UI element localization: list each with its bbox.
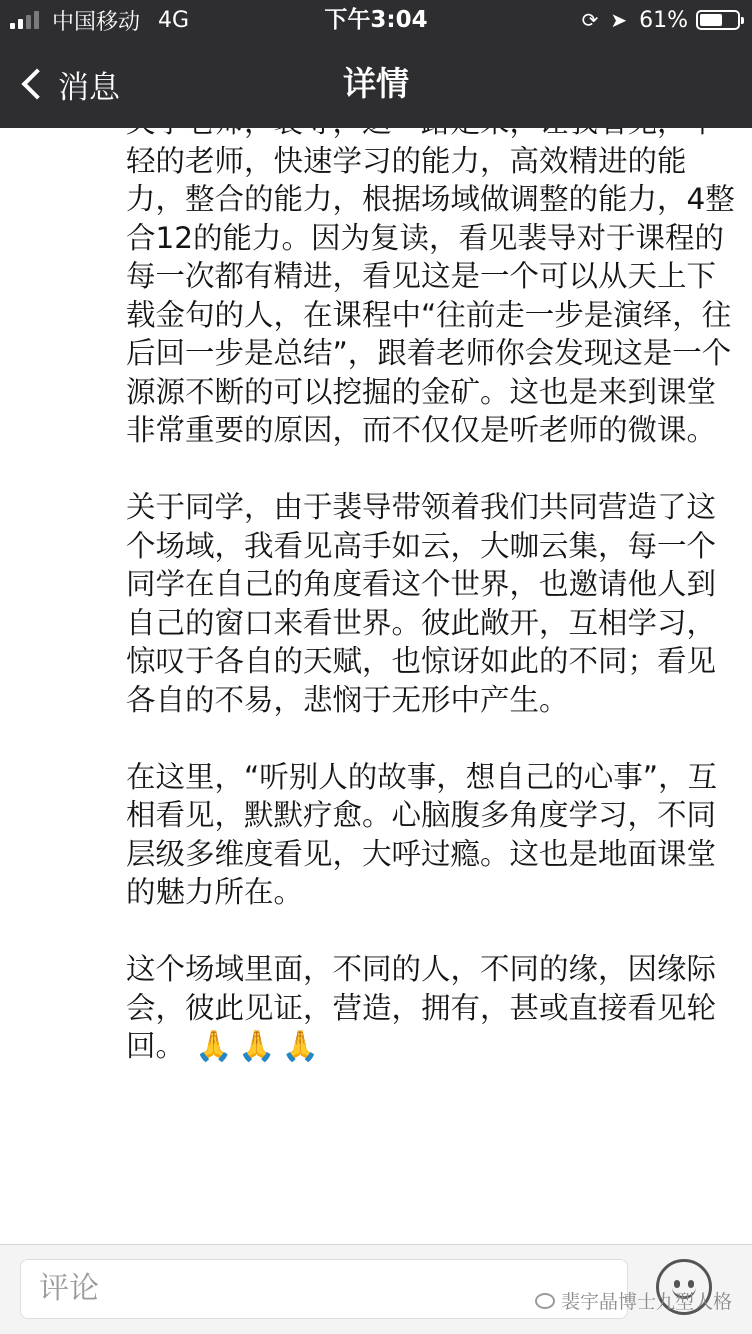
battery-icon [696, 10, 740, 30]
header [0, 0, 752, 128]
emoji-group [195, 1028, 325, 1067]
watermark [535, 1287, 732, 1314]
nav-bar [0, 40, 752, 128]
paragraph-text: 这个场域里面，不同的人，不同的缘，因缘际会，彼此见证，营造，拥有，甚或直接看见轮回。 [126, 952, 717, 1063]
comment-input[interactable]: 评论 [20, 1259, 628, 1319]
paragraph: 轻的老师，快速学习的能力，高效精进的能力，整合的能力，根据场域做调整的能力，4整合12的能力。因为复读，看见裴导对于课程的每一次都有精进，看见这是一个可以从天上下载金句的人，在课程中“往前走一步是演绎，往后回一步是总结”，跟着老师你会发现这是一个源源不断的可以挖掘的金矿。这也是来到课堂非常重要的原因，而不仅仅是听老师的微课。 [126, 143, 735, 447]
praying-hands-icon: 🙏 [195, 1029, 233, 1065]
paragraph: 关于同学，由于裴导带领着我们共同营造了这个场域，我看见高手如云，大咖云集，每一个同学在自己的角度看这个世界，也邀请他人到自己的窗口来看世界。彼此敞开，互相学习，惊叹于各自的天赋，也惊讶如此的不同；看见各自的不易，悲悯于无形中产生。 [126, 490, 717, 717]
carrier-name: 中国移动 [52, 9, 141, 35]
wechat-logo-icon [535, 1293, 555, 1309]
battery-percent: 61% [639, 7, 688, 33]
rotation-lock-icon: ⟳ [581, 8, 599, 32]
watermark-text: 裴宇晶博士九型人格 [560, 1291, 732, 1313]
location-arrow-icon: ➤ [610, 8, 628, 32]
battery-fill [700, 14, 722, 26]
praying-hands-icon: 🙏 [281, 1029, 320, 1065]
comment-bar [0, 1244, 752, 1334]
paragraph-last [126, 950, 738, 1067]
status-right [582, 6, 740, 34]
back-label: 消息 [58, 69, 120, 106]
status-time: 下午3:04 [324, 7, 428, 33]
page-title: 详情 [343, 64, 409, 103]
network-type: 4G [158, 7, 190, 33]
paragraph: 在这里，“听别人的故事，想自己的心事”，互相看见，默默疗愈。心脑腹多角度学习，不同层级多维度看见，大呼过瘾。这也是地面课堂的魅力所在。 [126, 759, 718, 909]
post-body [126, 103, 738, 1238]
praying-hands-icon: 🙏 [238, 1029, 276, 1065]
status-bar [0, 0, 752, 40]
